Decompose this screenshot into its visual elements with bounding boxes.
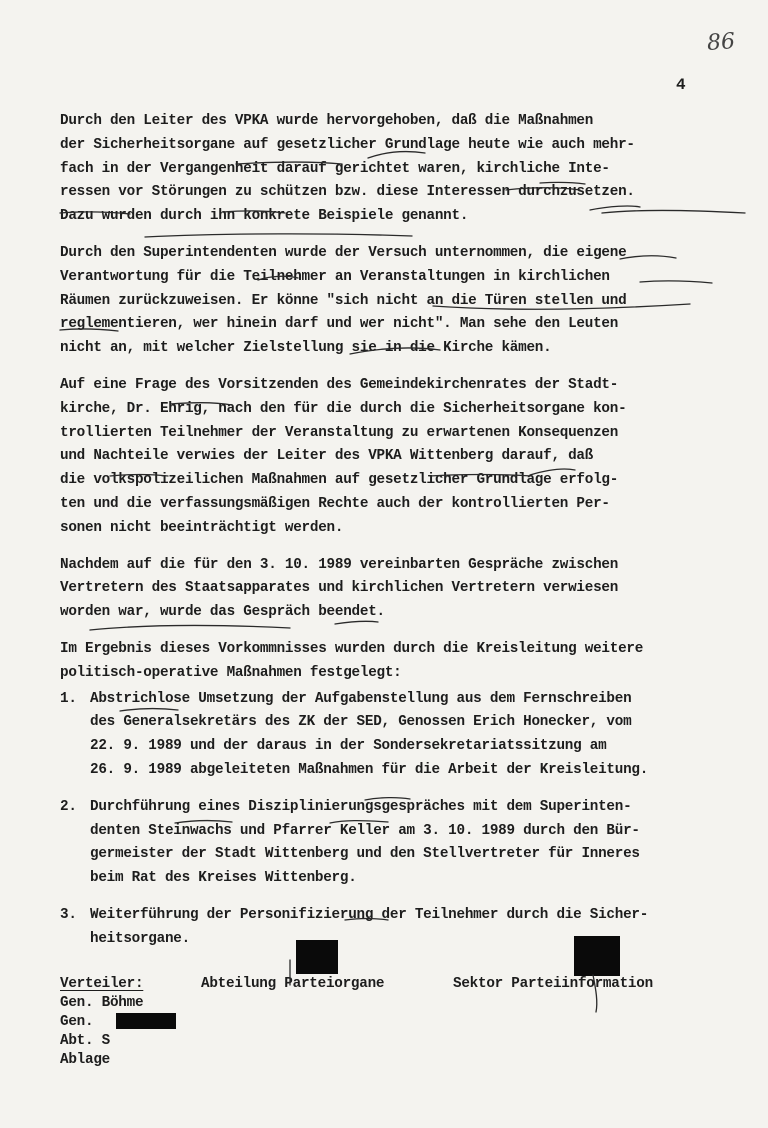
measure-item (60, 688, 750, 783)
text-line: und Nachteile verwies der Leiter des VPKA Wittenberg darauf, daß (60, 448, 594, 465)
text-line: Im Ergebnis dieses Vorkommnisses wurden durch die Kreisleitung weitere (60, 640, 644, 657)
text-line: fach in der Vergangenheit darauf gerichtet waren, kirchliche Inte- (60, 160, 610, 177)
text-line: ten und die verfassungsmäßigen Rechte auch der kontrollierten Per- (60, 495, 610, 512)
text-line: politisch-operative Maßnahmen festgelegt: (60, 664, 402, 681)
paragraph-church-council-question (60, 374, 750, 541)
paragraph-superintendent (60, 242, 750, 361)
text-line: kirche, Dr. Ehrig, nach den für die durch die Sicherheitsorgane kon- (60, 400, 627, 417)
text-line: trollierten Teilnehmer der Veranstaltung zu erwartenen Konsequenzen (60, 424, 619, 441)
paragraph-conversation-end (60, 554, 750, 625)
redaction-block (574, 936, 620, 976)
text-line: Durch den Superintendenten wurde der Versuch unternommen, die eigene (60, 244, 627, 261)
recipient: Gen. Böhme (60, 995, 144, 1011)
text-line: denten Steinwachs und Pfarrer Keller am 3. 10. 1989 durch den Bür- (90, 822, 640, 839)
text-line: Nachdem auf die für den 3. 10. 1989 vereinbarten Gespräche zwischen (60, 556, 619, 573)
distribution-list (60, 975, 760, 1070)
handwritten-folio-number: 86 (706, 29, 736, 56)
text-line: nicht an, mit welcher Zielstellung sie in die Kirche kämen. (60, 340, 552, 357)
text-line: Vertretern des Staatsapparates und kirchlichen Vertretern verwiesen (60, 580, 619, 597)
text-line: die volkspolizeilichen Maßnahmen auf gesetzlicher Grundlage erfolg- (60, 472, 619, 489)
distribution-label: Verteiler: (60, 976, 144, 992)
text-line: 22. 9. 1989 und der daraus in der Sondersekretariatssitzung am (90, 738, 607, 755)
text-line: Dazu wurden durch ihn konkrete Beispiele genannt. (60, 208, 469, 225)
text-line: sonen nicht beeinträchtigt werden. (60, 519, 344, 536)
text-line: Auf eine Frage des Vorsitzenden des Gemeindekirchenrates der Stadt- (60, 376, 619, 393)
text-line: worden war, wurde das Gespräch beendet. (60, 604, 385, 621)
text-line: Durchführung eines Disziplinierungsgespräches mit dem Superinten- (90, 798, 632, 815)
text-line: Abstrichlose Umsetzung der Aufgabenstellung aus dem Fernschreiben (90, 690, 632, 707)
recipient: Gen. (60, 1014, 94, 1030)
recipient: Abt. S (60, 1033, 110, 1049)
text-line: der Sicherheitsorgane auf gesetzlicher Grundlage heute wie auch mehr- (60, 136, 635, 153)
distribution-department: Abteilung Parteiorgane (201, 976, 385, 992)
paragraph-vpka-statement (60, 110, 750, 229)
measure-number: 2. (60, 798, 77, 815)
measure-number: 1. (60, 690, 77, 707)
text-line: heitsorgane. (90, 930, 190, 947)
text-line: Verantwortung für die Teilnehmer an Veranstaltungen in kirchlichen (60, 268, 610, 285)
text-line: Durch den Leiter des VPKA wurde hervorgehoben, daß die Maßnahmen (60, 113, 594, 129)
text-line: beim Rat des Kreises Wittenberg. (90, 870, 357, 887)
text-line: reglementieren, wer hinein darf und wer nicht". Man sehe den Leuten (60, 316, 619, 333)
text-line: germeister der Stadt Wittenberg und den Stellvertreter für Inneres (90, 846, 640, 863)
distribution-sector: Sektor Parteiinformation (453, 976, 653, 992)
recipient: Ablage (60, 1052, 110, 1068)
redaction-block (296, 940, 338, 974)
text-line: des Generalsekretärs des ZK der SED, Genossen Erich Honecker, vom (90, 714, 632, 731)
text-line: Räumen zurückzuweisen. Er könne "sich nicht an die Türen stellen und (60, 292, 627, 309)
measure-item (60, 796, 750, 891)
text-line: ressen vor Störungen zu schützen bzw. diese Interessen durchzusetzen. (60, 184, 635, 201)
text-line: 26. 9. 1989 abgeleiteten Maßnahmen für die Arbeit der Kreisleitung. (90, 761, 649, 778)
paragraph-result (60, 638, 750, 686)
measures-list (60, 688, 750, 952)
page-number: 4 (676, 76, 686, 94)
text-line: Weiterführung der Personifizierung der Teilnehmer durch die Sicher- (90, 906, 649, 923)
measure-item (60, 904, 750, 952)
measure-number: 3. (60, 906, 77, 923)
document-body (60, 110, 750, 965)
